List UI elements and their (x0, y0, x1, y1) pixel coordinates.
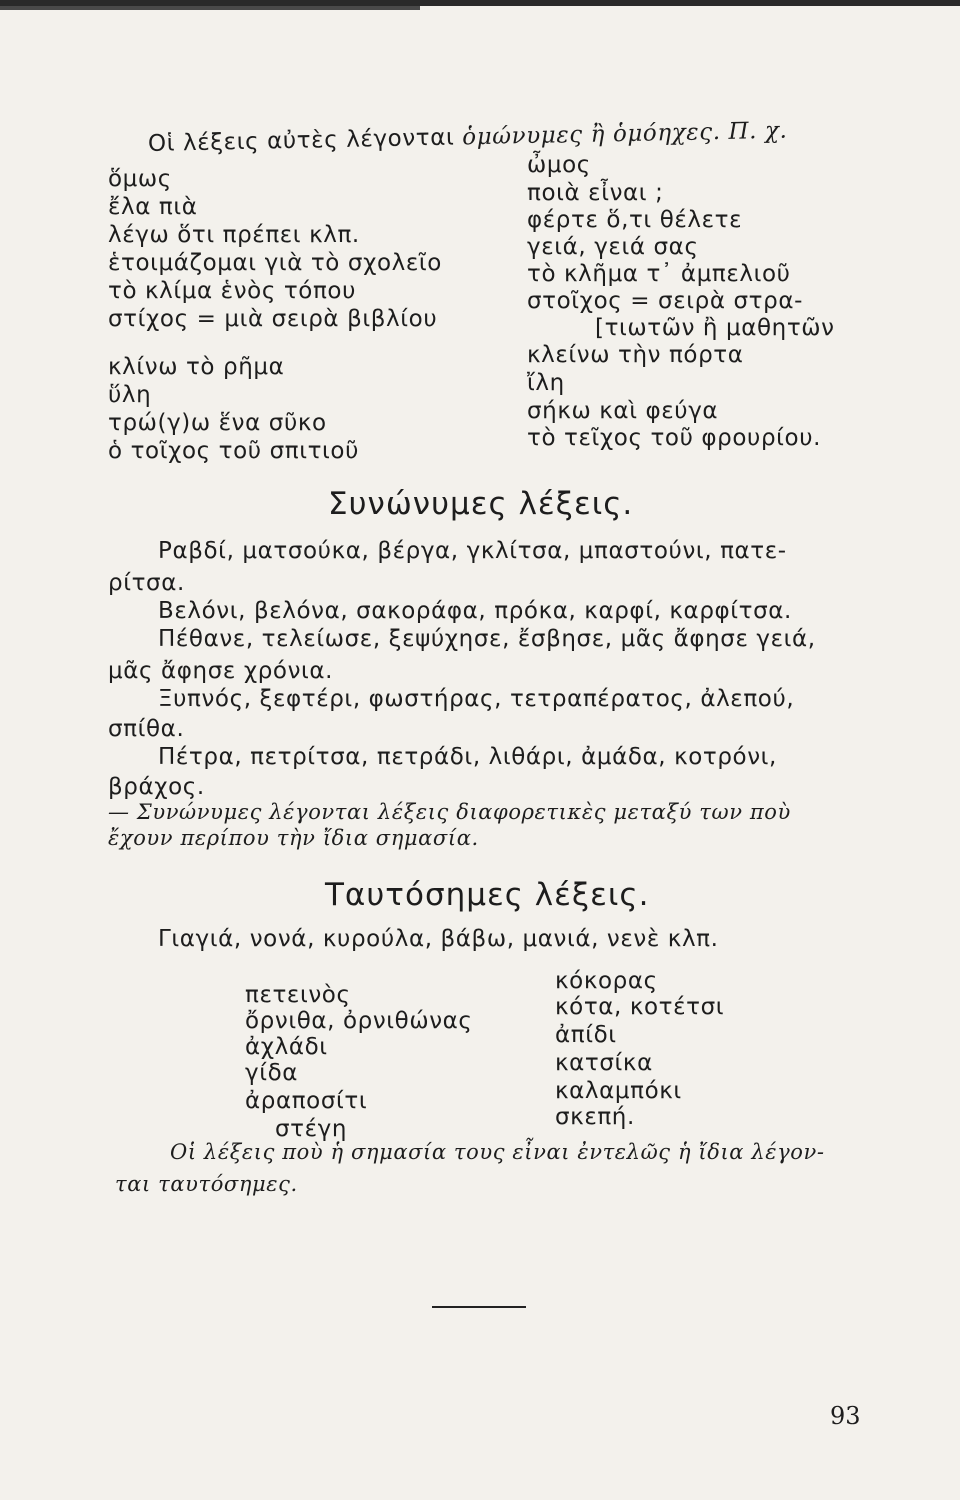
homonym-left-4: ἑτοιμάζομαι γιὰ τὸ σχολεῖο (108, 250, 442, 276)
homonym-right-4: γειά, γειά σας (527, 234, 699, 260)
synonym-line-2: ρίτσα. (108, 570, 185, 596)
homonym-left-6: στίχος = μιὰ σειρὰ βιβλίου (108, 306, 438, 332)
synonyms-heading: Συνώνυμες λέξεις. (328, 486, 634, 522)
synonym-line-9: βράχος. (108, 774, 205, 800)
intro-text: Οἱ λέξεις αὐτὲς λέγονται (147, 124, 455, 157)
tautoseme-definition-2: ται ταυτόσημες. (115, 1172, 298, 1196)
intro-term: ὁμώνυμες ἢ ὁμόηχες. Π. χ. (461, 117, 788, 151)
page-number: 93 (830, 1402, 861, 1430)
homonym-right-6: στοῖχος = σειρὰ στρα- (527, 288, 803, 314)
synonym-line-5: μᾶς ἄφησε χρόνια. (108, 658, 334, 684)
footer-rule (432, 1306, 526, 1308)
synonym-line-6: Ξυπνός, ξεφτέρι, φωστήρας, τετραπέρατος, ἀλεπού, (158, 686, 795, 712)
tautosemes-heading: Ταυτόσημες λέξεις. (325, 877, 650, 913)
tautoseme-right-5: καλαμπόκι (555, 1078, 682, 1104)
homonym-left-9: τρώ(γ)ω ἕνα σῦκο (108, 410, 327, 436)
scan-top-edge-shadow (0, 6, 420, 10)
synonym-line-8: Πέτρα, πετρίτσα, πετράδι, λιθάρι, ἀμάδα, κοτρόνι, (158, 744, 777, 770)
tautoseme-left-5: ἀραποσίτι (245, 1088, 368, 1114)
tautoseme-left-4: γίδα (245, 1060, 299, 1086)
synonym-line-3: Βελόνι, βελόνα, σακοράφα, πρόκα, καρφί, καρφίτσα. (158, 598, 792, 624)
tautoseme-definition-1: Οἱ λέξεις ποὺ ἡ σημασία τους εἶναι ἐντελῶς ἡ ἴδια λέγον- (170, 1140, 825, 1164)
tautoseme-left-1: πετεινὸς (245, 982, 351, 1008)
homonym-right-1: ὦμος (527, 152, 591, 178)
synonym-definition-2: ἔχουν περίπου τὴν ἴδια σημασία. (108, 826, 479, 850)
intro-line (147, 117, 788, 157)
homonym-left-7: κλίνω τὸ ρῆμα (108, 354, 285, 380)
homonym-left-3: λέγω ὅτι πρέπει κλπ. (108, 222, 360, 248)
homonym-right-9: ἴλη (527, 370, 565, 396)
tautoseme-right-2: κότα, κοτέτσι (555, 994, 725, 1020)
synonym-line-7: σπίθα. (108, 716, 185, 742)
tautoseme-right-4: κατσίκα (555, 1050, 653, 1076)
homonym-right-5: τὸ κλῆμα τ᾽ ἀμπελιοῦ (527, 261, 791, 287)
homonym-right-3: φέρτε ὅ,τι θέλετε (527, 207, 743, 233)
homonym-left-5: τὸ κλίμα ἑνὸς τόπου (108, 278, 356, 304)
homonym-left-8: ὕλη (108, 382, 152, 408)
tautoseme-right-6: σκεπή. (555, 1104, 635, 1130)
homonym-right-11: τὸ τεῖχος τοῦ φρουρίου. (527, 425, 822, 451)
homonym-right-7: [τιωτῶν ἢ μαθητῶν (595, 315, 835, 341)
tautoseme-left-6: στέγη (275, 1116, 348, 1142)
homonym-right-2: ποιὰ εἶναι ; (527, 180, 664, 206)
homonym-left-1: ὅμως (108, 166, 172, 192)
tautoseme-right-3: ἀπίδι (555, 1022, 617, 1048)
homonym-left-2: ἔλα πιὰ (108, 194, 198, 220)
tautoseme-left-3: ἀχλάδι (245, 1034, 328, 1060)
tautoseme-right-1: κόκορας (555, 968, 658, 994)
homonym-left-10: ὁ τοῖχος τοῦ σπιτιοῦ (108, 438, 360, 464)
tautoseme-left-2: ὄρνιθα, ὀρνιθώνας (245, 1008, 473, 1034)
homonym-right-8: κλείνω τὴν πόρτα (527, 342, 744, 368)
tautosemes-first-line: Γιαγιά, νονά, κυρούλα, βάβω, μανιά, νενὲ κλπ. (158, 926, 719, 952)
homonym-right-10: σήκω καὶ φεύγα (527, 398, 719, 424)
synonym-line-4: Πέθανε, τελείωσε, ξεψύχησε, ἔσβησε, μᾶς ἄφησε γειά, (158, 626, 816, 652)
synonym-line-1: Ραβδί, ματσούκα, βέργα, γκλίτσα, μπαστούνι, πατε- (158, 538, 787, 564)
synonym-definition-1: — Συνώνυμες λέγονται λέξεις διαφορετικὲς μεταξύ των ποὺ (108, 800, 791, 824)
